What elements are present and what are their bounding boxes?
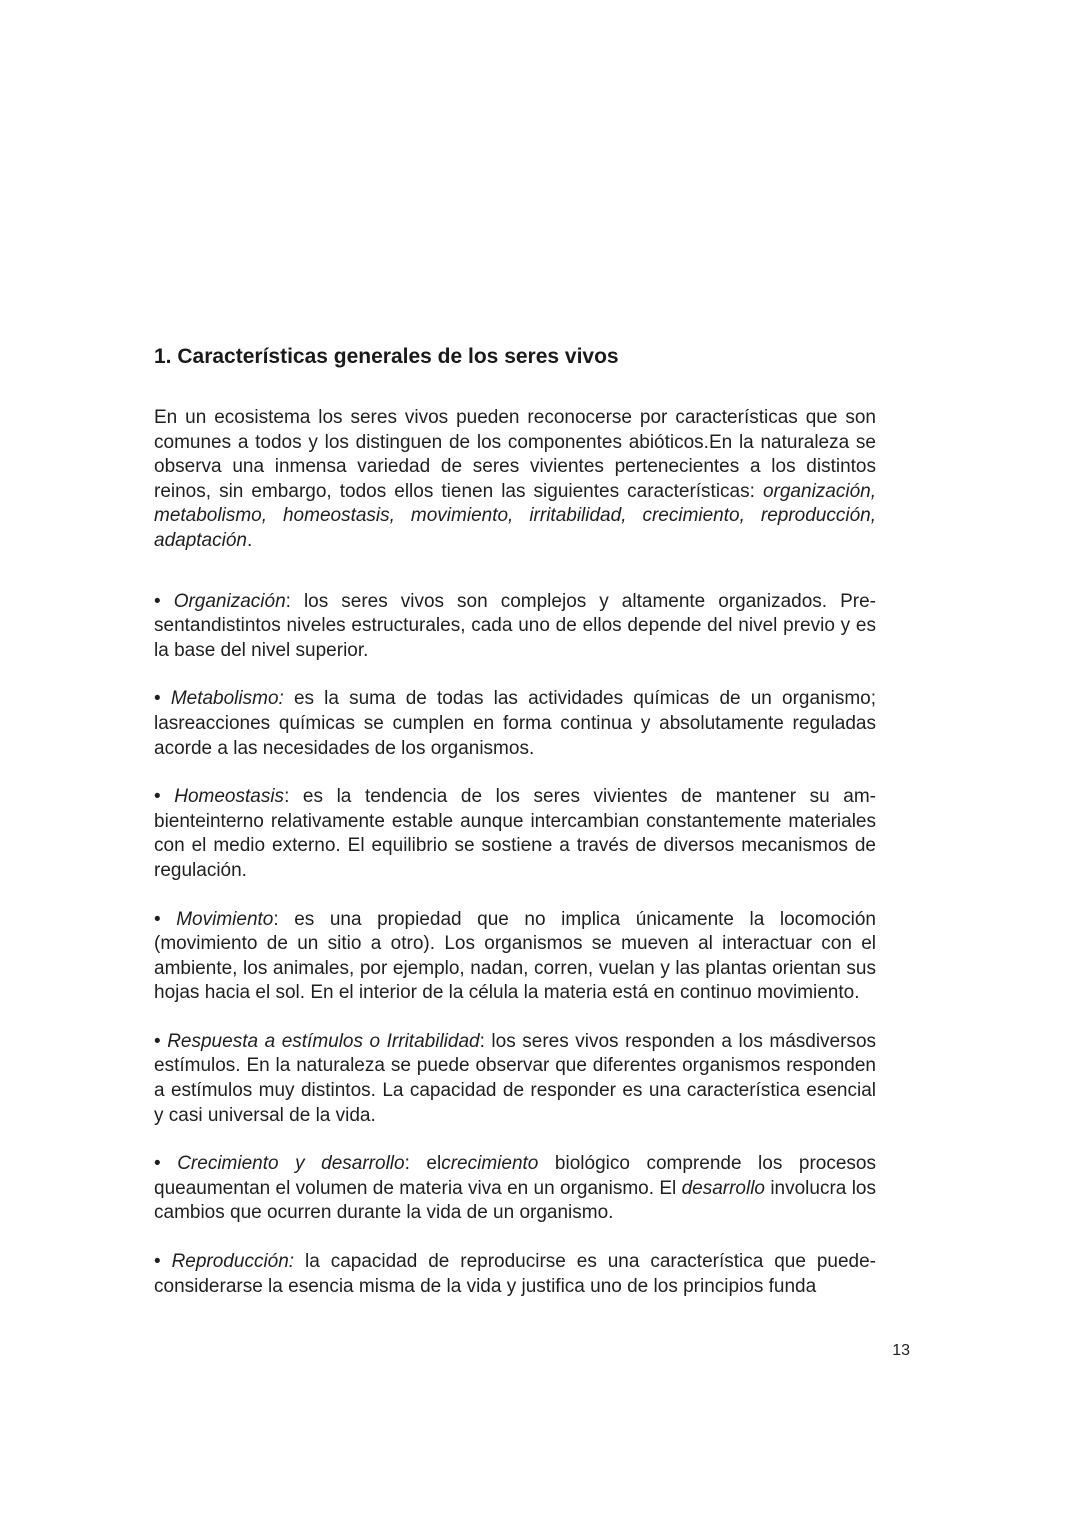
term-reproduccion: Reproducción:: [171, 1251, 295, 1273]
term-movimiento: Movimiento: [176, 908, 274, 930]
bullet: •: [154, 590, 174, 612]
bullet: •: [154, 786, 175, 808]
page-content: [154, 340, 876, 1299]
definition-crecimiento-part3: involucra los cambios que ocurren durante la vida de un organismo.: [154, 1177, 876, 1224]
intro-end: .: [246, 529, 253, 551]
bullet: •: [154, 1153, 178, 1175]
bullet: •: [154, 688, 171, 710]
definition-organizacion: : los seres vivos son complejos y altamente organizados. Presentandistintos niveles estructurales, cada uno de ellos depende del nivel previo y es la base del nivel superior.: [154, 590, 876, 661]
definition-crecimiento-part2: biológico comprende los procesos queaumentan el volumen de materia viva en un organismo. El: [154, 1153, 876, 1199]
term-homeostasis: Homeostasis: [174, 786, 285, 808]
definition-movimiento: : es una propiedad que no implica únicamente la locomoción (movimiento de un sitio a otro). Los organismos se mueven al interactuar con el ambiente, los animales, por ejemplo, nadan, corren, vuelan y las plantas orientan sus hojas hacia el sol. En el interior de la célula la materia está en continuo movimiento.: [154, 908, 877, 1004]
item-homeostasis: [154, 785, 876, 883]
item-organizacion: [154, 590, 876, 664]
item-reproduccion: [154, 1250, 876, 1299]
item-crecimiento: [154, 1152, 876, 1226]
term-irritabilidad: Respuesta a estímulos o Irritabilidad: [167, 1030, 480, 1052]
definition-metabolismo: es la suma de todas las actividades químicas de un organismo; lasreacciones químicas se cumplen en forma continua y absolutamente reguladas acorde a las necesidades de los organismos.: [154, 688, 877, 759]
item-metabolismo: [154, 687, 876, 761]
term-desarrollo: desarrollo: [681, 1177, 765, 1199]
intro-characteristics-list: organización, metabolismo, homeostasis, movimiento, irritabilidad, crecimiento, reproducción, adaptación: [154, 480, 876, 551]
term-organizacion: Organización: [173, 590, 286, 612]
item-irritabilidad: [154, 1030, 876, 1128]
definition-crecimiento-part1: : el: [404, 1153, 442, 1175]
definition-irritabilidad: : los seres vivos responden a los másdiversos estímulos. En la naturaleza se puede observar que diferentes organismos responden a estímulos muy distintos. La capacidad de responder es una característica esencial y casi universal de la vida.: [154, 1030, 877, 1126]
term-metabolismo: Metabolismo:: [170, 688, 284, 710]
intro-text: En un ecosistema los seres vivos pueden reconocerse por características que son comunes a todos y los distinguen de los componentes abióticos.En la naturaleza se observa una inmensa variedad de seres vivientes pertenecientes a los distintos reinos, sin embargo, todos ellos tienen las siguientes características:: [154, 407, 876, 502]
bullet: •: [154, 1030, 168, 1052]
bullet: •: [154, 908, 177, 930]
item-movimiento: [154, 908, 876, 1006]
definition-homeostasis: : es la tendencia de los seres vivientes de mantener su ambienteinterno relativamente estable aunque intercambian constantemente materiales con el medio externo. El equilibrio se sostiene a través de diversos mecanismos de regulación.: [154, 786, 876, 881]
term-crecimiento: crecimiento: [441, 1153, 539, 1175]
definition-reproduccion: la capacidad de reproducirse es una característica que puedeconsiderarse la esencia misma de la vida y justifica uno de los principios funda: [154, 1251, 876, 1297]
term-crecimiento-desarrollo: Crecimiento y desarrollo: [177, 1153, 405, 1175]
bullet: •: [154, 1251, 172, 1273]
intro-paragraph: [154, 406, 876, 554]
page-number: 13: [892, 1342, 910, 1359]
section-heading: 1. Características generales de los seres vivos: [154, 345, 619, 368]
